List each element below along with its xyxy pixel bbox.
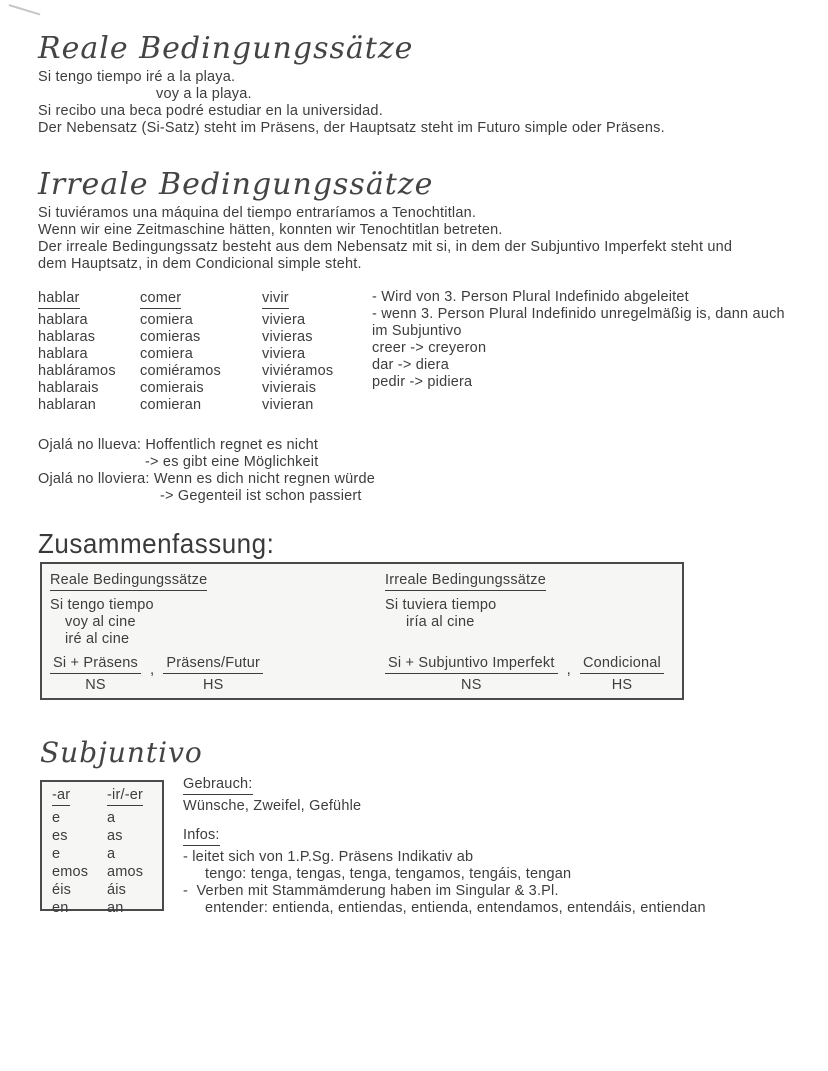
text-line: tengo: tenga, tengas, tenga, tengamos, tengáis, tengan — [205, 866, 572, 882]
verb-form: viviera — [262, 346, 306, 362]
text-line: iré al cine — [65, 631, 130, 647]
conjugation-column-vivir — [262, 289, 372, 414]
formula-comma: , — [566, 661, 571, 678]
note-line: creer -> creyeron — [372, 340, 487, 356]
formula-item — [385, 655, 558, 693]
infos-heading: Infos: — [183, 827, 220, 846]
summary-irreal-heading: Irreale Bedingungssätze — [385, 572, 546, 591]
ending: en — [52, 900, 69, 916]
ending: an — [107, 900, 124, 916]
summary-title-wrap — [38, 527, 275, 560]
verb-form: comiera — [140, 312, 193, 328]
verb-form: comieran — [140, 397, 202, 413]
verb-form: habláramos — [38, 363, 116, 379]
verb-header: hablar — [38, 290, 80, 309]
subjuntivo-endings-table — [40, 780, 164, 916]
text-line: voy a la playa. — [156, 86, 252, 102]
verb-form: hablara — [38, 312, 88, 328]
text-line: Der Nebensatz (Si-Satz) steht im Präsens, der Hauptsatz steht im Futuro simple oder Präsens. — [38, 120, 665, 136]
ending: áis — [107, 882, 127, 898]
verb-form: comierais — [140, 380, 204, 396]
text-line: voy al cine — [65, 614, 136, 630]
scan-artifact — [8, 4, 40, 16]
summary-real-column — [50, 571, 207, 648]
text-line: Si recibo una beca podré estudiar en la universidad. — [38, 103, 383, 119]
section-title-subjuntivo: Subjuntivo — [40, 736, 203, 769]
summary-irreal-column — [385, 571, 546, 631]
gebrauch-heading: Gebrauch: — [183, 776, 253, 795]
text-line: Der irreale Bedingungssatz besteht aus dem Nebensatz mit si, in dem der Subjuntivo Imperfekt steht und — [38, 239, 733, 255]
text-line: -> es gibt eine Möglichkeit — [145, 454, 319, 470]
conjugation-column-hablar — [38, 289, 140, 414]
spacer — [183, 815, 706, 826]
ojala-examples — [38, 437, 375, 505]
formula-item — [580, 655, 664, 693]
formula-label: Präsens/Futur — [163, 655, 263, 674]
text-line: Si tengo tiempo iré a la playa. — [38, 69, 236, 85]
summary-irreal-formula — [385, 655, 664, 693]
note-line: dar -> diera — [372, 357, 449, 373]
text-line: iría al cine — [406, 614, 475, 630]
ending: éis — [52, 882, 72, 898]
section-subjuntivo-title-wrap — [40, 736, 203, 770]
text-line: Ojalá no lloviera: Wenn es dich nicht regnen würde — [38, 471, 375, 487]
note-line: - wenn 3. Person Plural Indefinido unregelmäßig is, dann auch — [372, 306, 785, 322]
verb-form: vivieras — [262, 329, 313, 345]
note-line: pedir -> pidiera — [372, 374, 473, 390]
formula-label: Si + Präsens — [50, 655, 141, 674]
verb-form: viviera — [262, 312, 306, 328]
section-title-reale: Reale Bedingungssätze — [38, 31, 414, 66]
formula-sublabel: NS — [85, 677, 106, 693]
verb-form: comiera — [140, 346, 193, 362]
ending: a — [107, 810, 116, 826]
verb-form: hablaras — [38, 329, 96, 345]
summary-box — [40, 562, 684, 700]
endings-header: -ar — [52, 787, 70, 806]
formula-label: Condicional — [580, 655, 664, 674]
section-reale-bedingungssaetze — [38, 32, 665, 137]
text-line: Wünsche, Zweifel, Gefühle — [183, 798, 362, 814]
conjugation-column-comer — [140, 289, 262, 414]
text-line: - leitet sich von 1.P.Sg. Präsens Indikativ ab — [183, 849, 474, 865]
verb-form: vivierais — [262, 380, 317, 396]
endings-column-ir-er — [107, 786, 162, 916]
verb-form: hablaran — [38, 397, 97, 413]
ending: as — [107, 828, 123, 844]
verb-form: hablarais — [38, 380, 99, 396]
note-line: im Subjuntivo — [372, 323, 462, 339]
ending: amos — [107, 864, 144, 880]
conjugation-block — [38, 289, 785, 414]
summary-real-heading: Reale Bedingungssätze — [50, 572, 207, 591]
ending: emos — [52, 864, 89, 880]
verb-form: hablara — [38, 346, 88, 362]
text-line: entender: entienda, entiendas, entienda, entendamos, entendáis, entiendan — [205, 900, 706, 916]
text-line: dem Hauptsatz, in dem Condicional simple steht. — [38, 256, 362, 272]
text-line: Wenn wir eine Zeitmaschine hätten, konnten wir Tenochtitlan betreten. — [38, 222, 503, 238]
conjugation-notes — [372, 289, 785, 391]
formula-comma: , — [150, 661, 155, 678]
verb-form: comiéramos — [140, 363, 221, 379]
verb-header: comer — [140, 290, 181, 309]
formula-item — [163, 655, 263, 693]
text-line: - Verben mit Stammämderung haben im Singular & 3.Pl. — [183, 883, 559, 899]
text-line: Si tuviera tiempo — [385, 597, 497, 613]
text-line: -> Gegenteil ist schon passiert — [160, 488, 362, 504]
endings-column-ar — [52, 786, 107, 916]
verb-form: comieras — [140, 329, 201, 345]
ending: e — [52, 810, 61, 826]
ending: es — [52, 828, 68, 844]
ending: e — [52, 846, 61, 862]
formula-label: Si + Subjuntivo Imperfekt — [385, 655, 558, 674]
formula-sublabel: HS — [611, 677, 633, 693]
ending: a — [107, 846, 116, 862]
verb-form: viviéramos — [262, 363, 334, 379]
text-line: Ojalá no llueva: Hoffentlich regnet es nicht — [38, 437, 319, 453]
section-title-irreale: Irreale Bedingungssätze — [38, 167, 434, 202]
section-irreale-bedingungssaetze — [38, 168, 732, 273]
summary-title: Zusammenfassung: — [38, 527, 275, 560]
summary-real-formula — [50, 655, 263, 693]
formula-sublabel: NS — [461, 677, 482, 693]
verb-form: vivieran — [262, 397, 314, 413]
formula-sublabel: HS — [202, 677, 224, 693]
formula-item — [50, 655, 141, 693]
subjuntivo-usage — [183, 775, 706, 917]
note-line: - Wird von 3. Person Plural Indefinido abgeleitet — [372, 289, 689, 305]
text-line: Si tengo tiempo — [50, 597, 154, 613]
endings-header: -ir/-er — [107, 787, 143, 806]
text-line: Si tuviéramos una máquina del tiempo entraríamos a Tenochtitlan. — [38, 205, 477, 221]
verb-header: vivir — [262, 290, 289, 309]
